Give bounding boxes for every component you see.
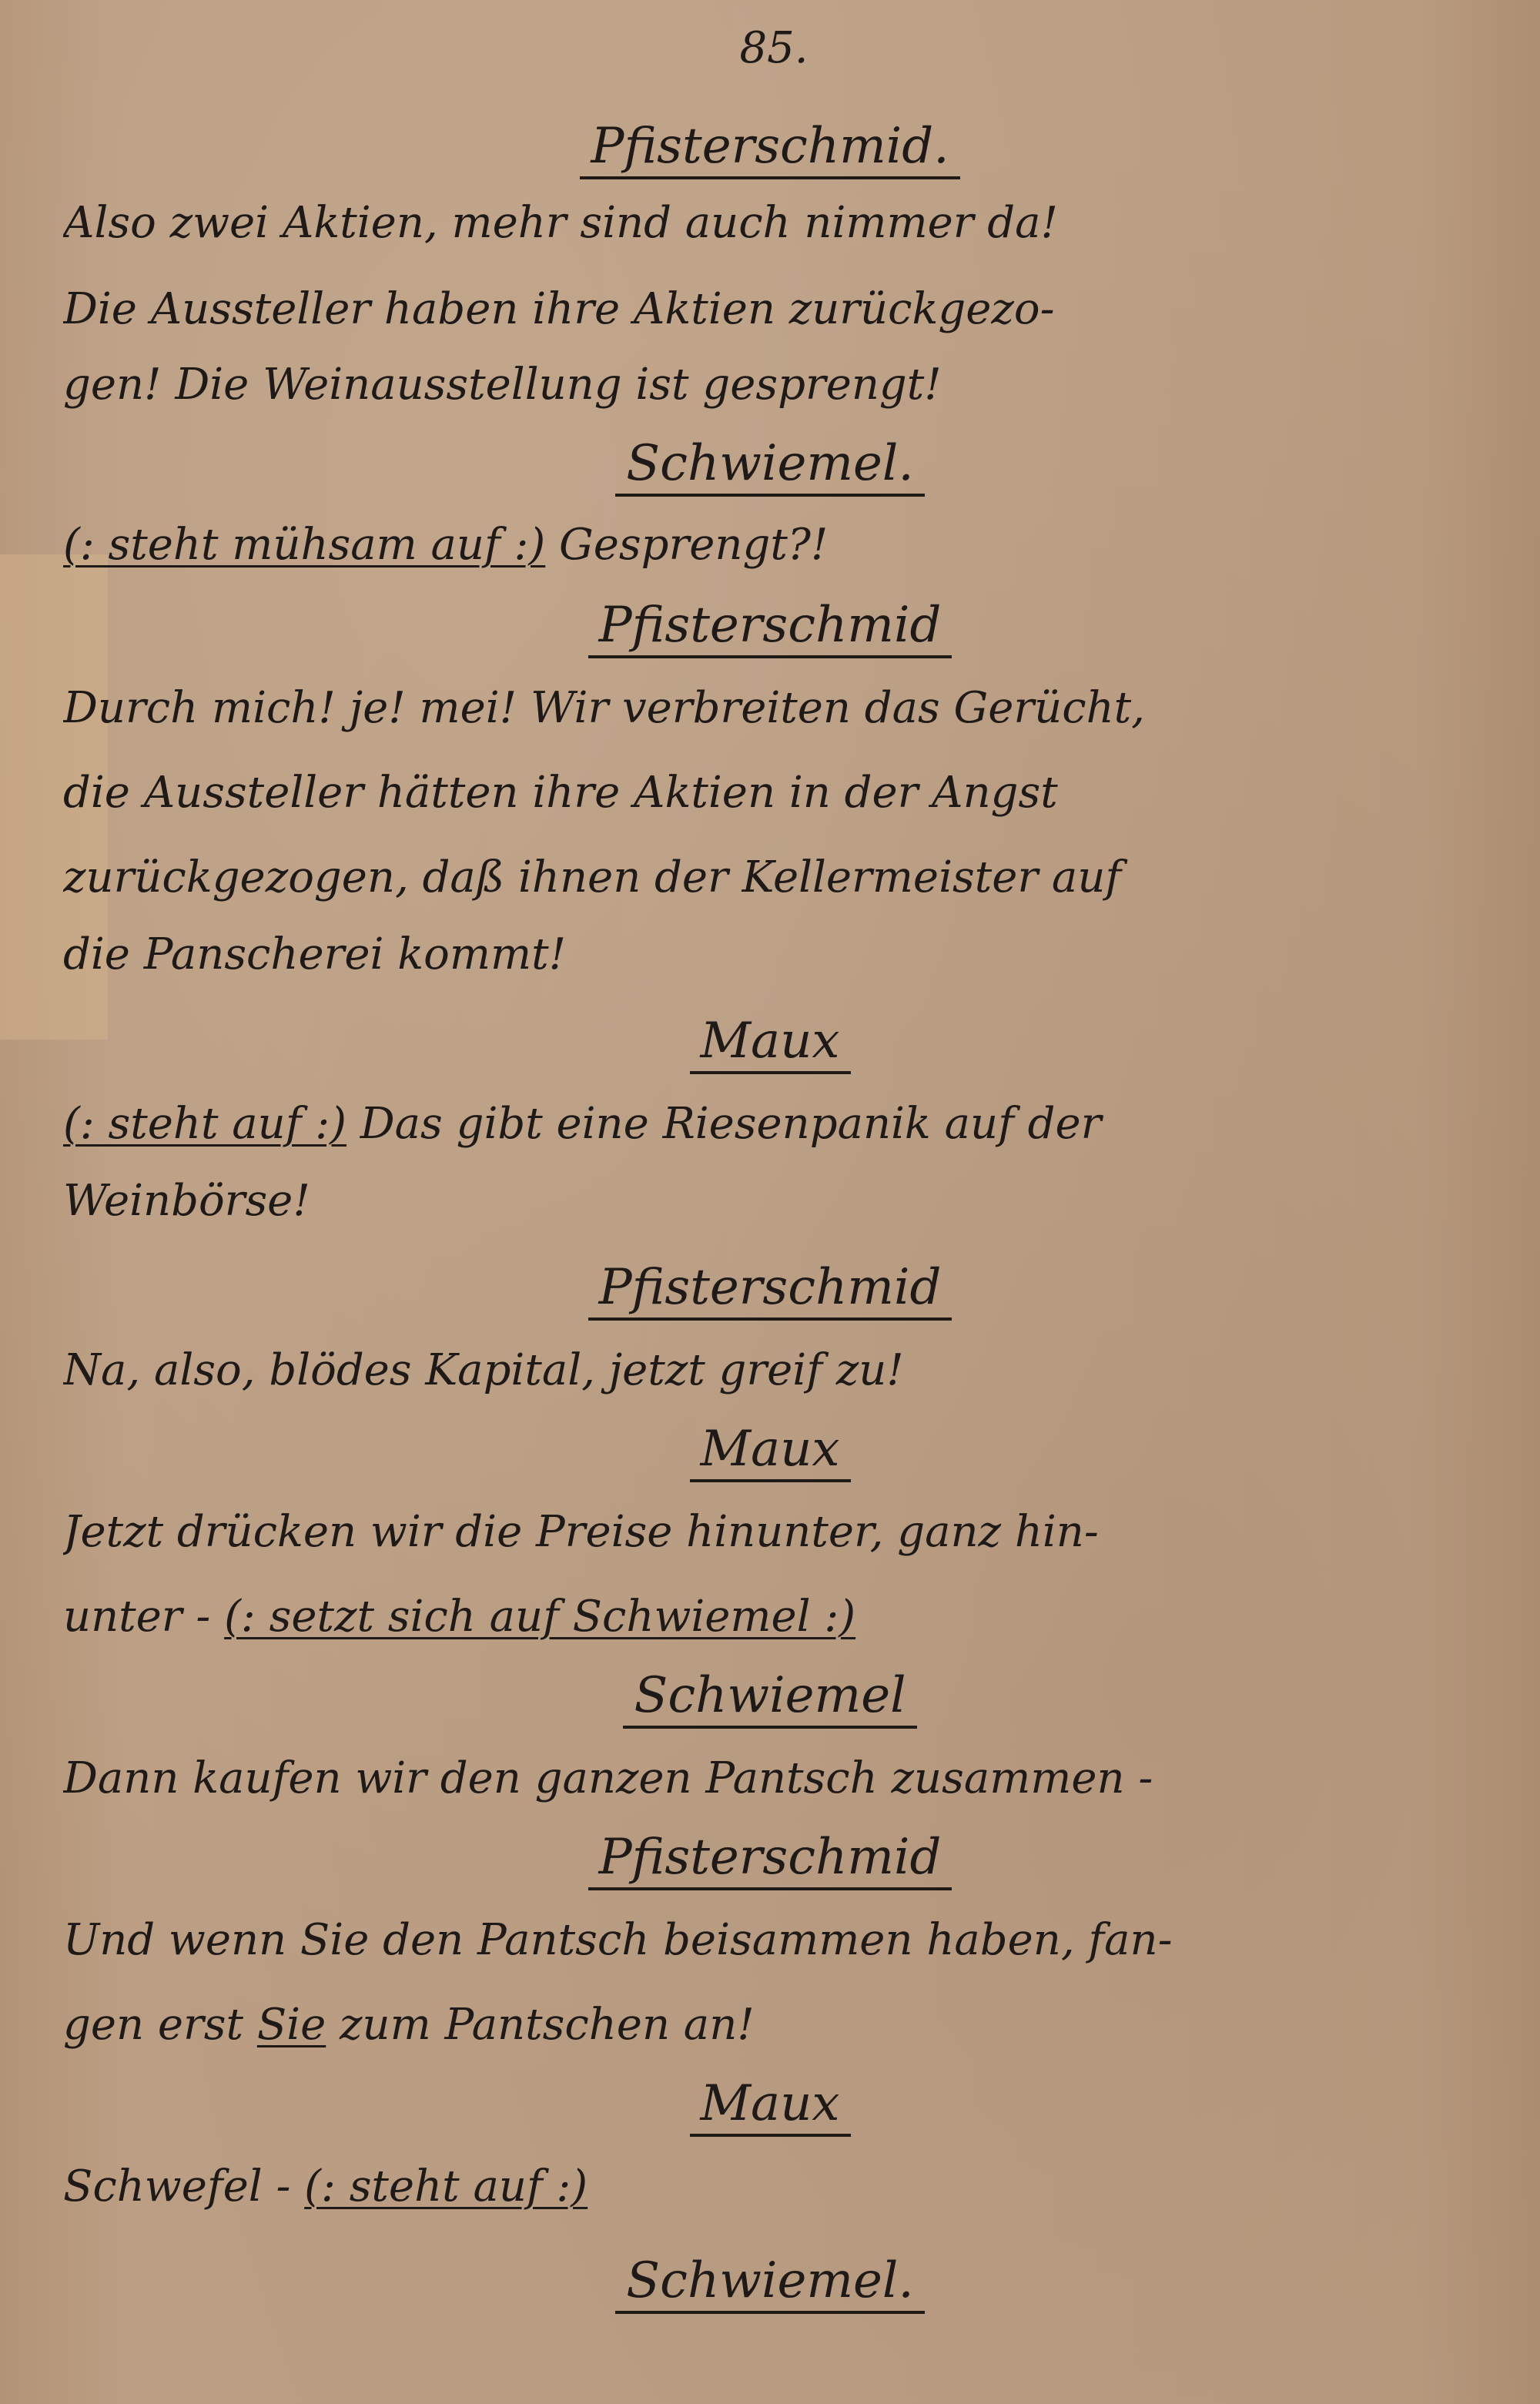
speaker-label: Maux [690,1421,851,1482]
dialogue-line [63,514,1472,576]
emphasized-word: Sie [256,2000,326,2050]
stage-direction: (: steht auf :) [63,1099,346,1149]
speaker-label: Pfisterschmid [588,1259,952,1321]
dialogue-text: Das gibt eine Riesenpanik auf der [346,1099,1102,1149]
dialogue-line [63,1093,1472,1155]
stage-direction: (: setzt sich auf Schwiemel :) [224,1592,856,1642]
speaker-label: Maux [690,2075,851,2137]
dialogue-line [63,1994,1472,2056]
dialogue-line: die Panscherei kommt! [63,929,567,979]
dialogue-line: Weinbörse! [63,1176,310,1226]
speaker-label: Maux [690,1013,851,1074]
speaker-name [462,1825,1078,1890]
speaker-name [462,431,1078,496]
dialogue-line: Na, also, blödes Kapital, jetzt greif zu! [63,1345,904,1395]
stage-direction: (: steht mühsam auf :) [63,520,546,570]
dialogue-line: die Aussteller hätten ihre Aktien in der Angst [63,768,1058,818]
dialogue-line [63,1586,1472,1648]
speaker-name [462,1417,1078,1482]
speaker-label: Schwiemel. [615,435,924,497]
speaker-name [462,1255,1078,1320]
speaker-label: Pfisterschmid [588,1829,952,1890]
dialogue-line [63,2156,1472,2218]
dialogue-line: Durch mich! je! mei! Wir verbreiten das Gerücht, [63,683,1145,733]
dialogue-line: Jetzt drücken wir die Preise hinunter, ganz hin- [63,1507,1099,1557]
dialogue-line: zurückgezogen, daß ihnen der Kellermeister auf [63,852,1122,902]
dialogue-line: Also zwei Aktien, mehr sind auch nimmer da! [63,198,1059,248]
dialogue-text: Gesprengt?! [545,520,829,570]
speaker-name [462,1663,1078,1728]
dialogue-line: gen! Die Weinausstellung ist gesprengt! [63,360,942,410]
speaker-name [462,2248,1078,2313]
dialogue-text: gen erst [63,2000,257,2050]
speaker-name [462,114,1078,179]
page-number: 85. [739,23,808,73]
speaker-name [462,2071,1078,2136]
speaker-label: Pfisterschmid [588,597,952,658]
dialogue-line: Die Aussteller haben ihre Aktien zurückgezo- [63,284,1055,334]
dialogue-line: Und wenn Sie den Pantsch beisammen haben, fan- [63,1915,1173,1965]
stage-direction: (: steht auf :) [304,2161,588,2211]
speaker-label: Pfisterschmid. [580,118,959,179]
dialogue-line: Dann kaufen wir den ganzen Pantsch zusammen - [63,1753,1153,1803]
dialogue-text: Schwefel - [63,2161,305,2211]
speaker-label: Schwiemel. [615,2252,924,2314]
speaker-label: Schwiemel [623,1667,916,1729]
dialogue-text: unter - [63,1592,225,1642]
speaker-name [462,1009,1078,1073]
dialogue-text: zum Pantschen an! [326,2000,755,2050]
speaker-name [462,593,1078,658]
